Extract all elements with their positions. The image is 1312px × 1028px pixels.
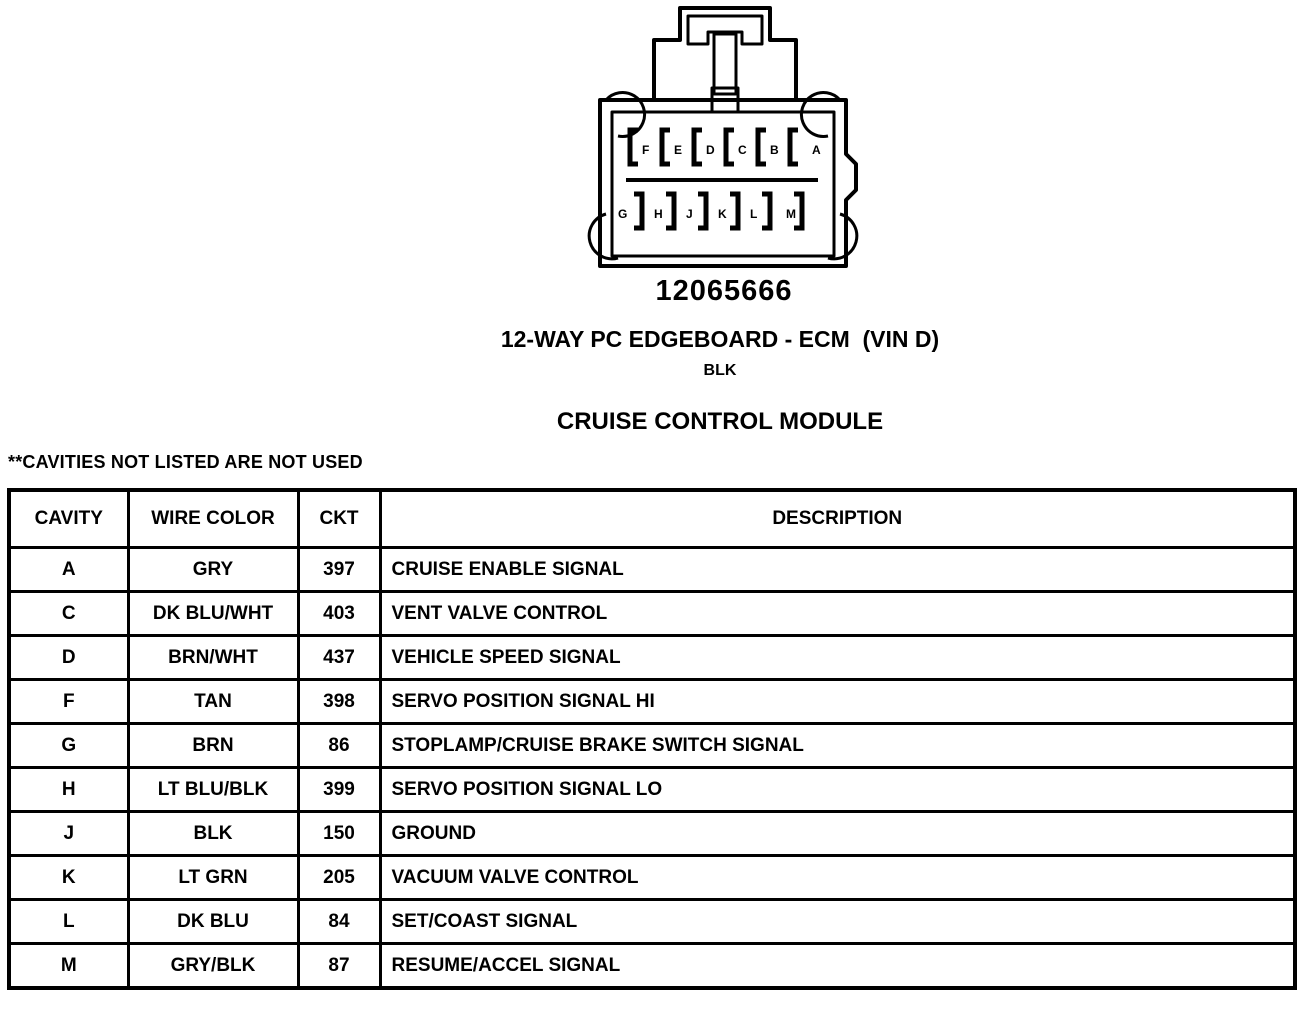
cavity-label-j: J: [686, 207, 693, 221]
ckt-cell: 150: [298, 812, 380, 856]
table-row: [9, 636, 1295, 680]
wire-color-cell: DK BLU/WHT: [128, 592, 298, 636]
ckt-cell: 205: [298, 856, 380, 900]
table-row: [9, 724, 1295, 768]
table-row: [9, 548, 1295, 592]
ckt-cell: 397: [298, 548, 380, 592]
cavity-label-h: H: [654, 207, 663, 221]
connector-color: BLK: [703, 362, 737, 379]
wire-color-cell: LT BLU/BLK: [128, 768, 298, 812]
cavity-label-b: B: [770, 143, 779, 157]
description-cell: VACUUM VALVE CONTROL: [380, 856, 1295, 900]
wire-color-cell: GRY/BLK: [128, 944, 298, 989]
cavity-label-m: M: [786, 207, 796, 221]
ckt-cell: 399: [298, 768, 380, 812]
header-description: DESCRIPTION: [380, 490, 1295, 548]
cavity-cell: M: [9, 944, 128, 989]
wire-color-cell: TAN: [128, 680, 298, 724]
wire-color-cell: GRY: [128, 548, 298, 592]
cavity-label-c: C: [738, 143, 747, 157]
cavity-label-l: L: [750, 207, 758, 221]
cavity-cell: C: [9, 592, 128, 636]
ckt-cell: 84: [298, 900, 380, 944]
ckt-cell: 437: [298, 636, 380, 680]
ckt-cell: 403: [298, 592, 380, 636]
cavity-cell: L: [9, 900, 128, 944]
ckt-cell: 87: [298, 944, 380, 989]
cavity-cell: J: [9, 812, 128, 856]
cavity-cell: D: [9, 636, 128, 680]
table-header-row: [9, 490, 1295, 548]
description-cell: GROUND: [380, 812, 1295, 856]
description-cell: SERVO POSITION SIGNAL HI: [380, 680, 1295, 724]
cavity-cell: H: [9, 768, 128, 812]
wire-color-cell: BRN/WHT: [128, 636, 298, 680]
description-cell: STOPLAMP/CRUISE BRAKE SWITCH SIGNAL: [380, 724, 1295, 768]
wire-color-cell: DK BLU: [128, 900, 298, 944]
description-cell: SERVO POSITION SIGNAL LO: [380, 768, 1295, 812]
table-row: [9, 944, 1295, 989]
cavity-cell: A: [9, 548, 128, 592]
cavity-label-k: K: [718, 207, 727, 221]
part-number: 12065666: [655, 275, 793, 307]
description-cell: VEHICLE SPEED SIGNAL: [380, 636, 1295, 680]
unused-cavities-note: **CAVITIES NOT LISTED ARE NOT USED: [8, 452, 363, 472]
table-row: [9, 592, 1295, 636]
table-row: [9, 680, 1295, 724]
cavity-cell: K: [9, 856, 128, 900]
module-title: CRUISE CONTROL MODULE: [556, 408, 884, 435]
description-cell: CRUISE ENABLE SIGNAL: [380, 548, 1295, 592]
ckt-cell: 86: [298, 724, 380, 768]
cavity-label-d: D: [706, 143, 715, 157]
pinout-table: [7, 488, 1297, 990]
ckt-cell: 398: [298, 680, 380, 724]
table-row: [9, 812, 1295, 856]
cavity-label-f: F: [642, 143, 650, 157]
description-cell: SET/COAST SIGNAL: [380, 900, 1295, 944]
header-ckt: CKT: [298, 490, 380, 548]
cavity-label-e: E: [674, 143, 683, 157]
cavity-label-a: A: [812, 143, 821, 157]
wire-color-cell: BLK: [128, 812, 298, 856]
cavity-label-g: G: [618, 207, 628, 221]
table-row: [9, 768, 1295, 812]
table-row: [9, 900, 1295, 944]
cavity-cell: F: [9, 680, 128, 724]
connector-diagram: [578, 4, 868, 280]
wire-color-cell: LT GRN: [128, 856, 298, 900]
header-cavity: CAVITY: [9, 490, 128, 548]
description-cell: RESUME/ACCEL SIGNAL: [380, 944, 1295, 989]
table-row: [9, 856, 1295, 900]
connector-title: 12-WAY PC EDGEBOARD - ECM (VIN D): [500, 326, 940, 352]
description-cell: VENT VALVE CONTROL: [380, 592, 1295, 636]
wire-color-cell: BRN: [128, 724, 298, 768]
header-wire-color: WIRE COLOR: [128, 490, 298, 548]
cavity-cell: G: [9, 724, 128, 768]
